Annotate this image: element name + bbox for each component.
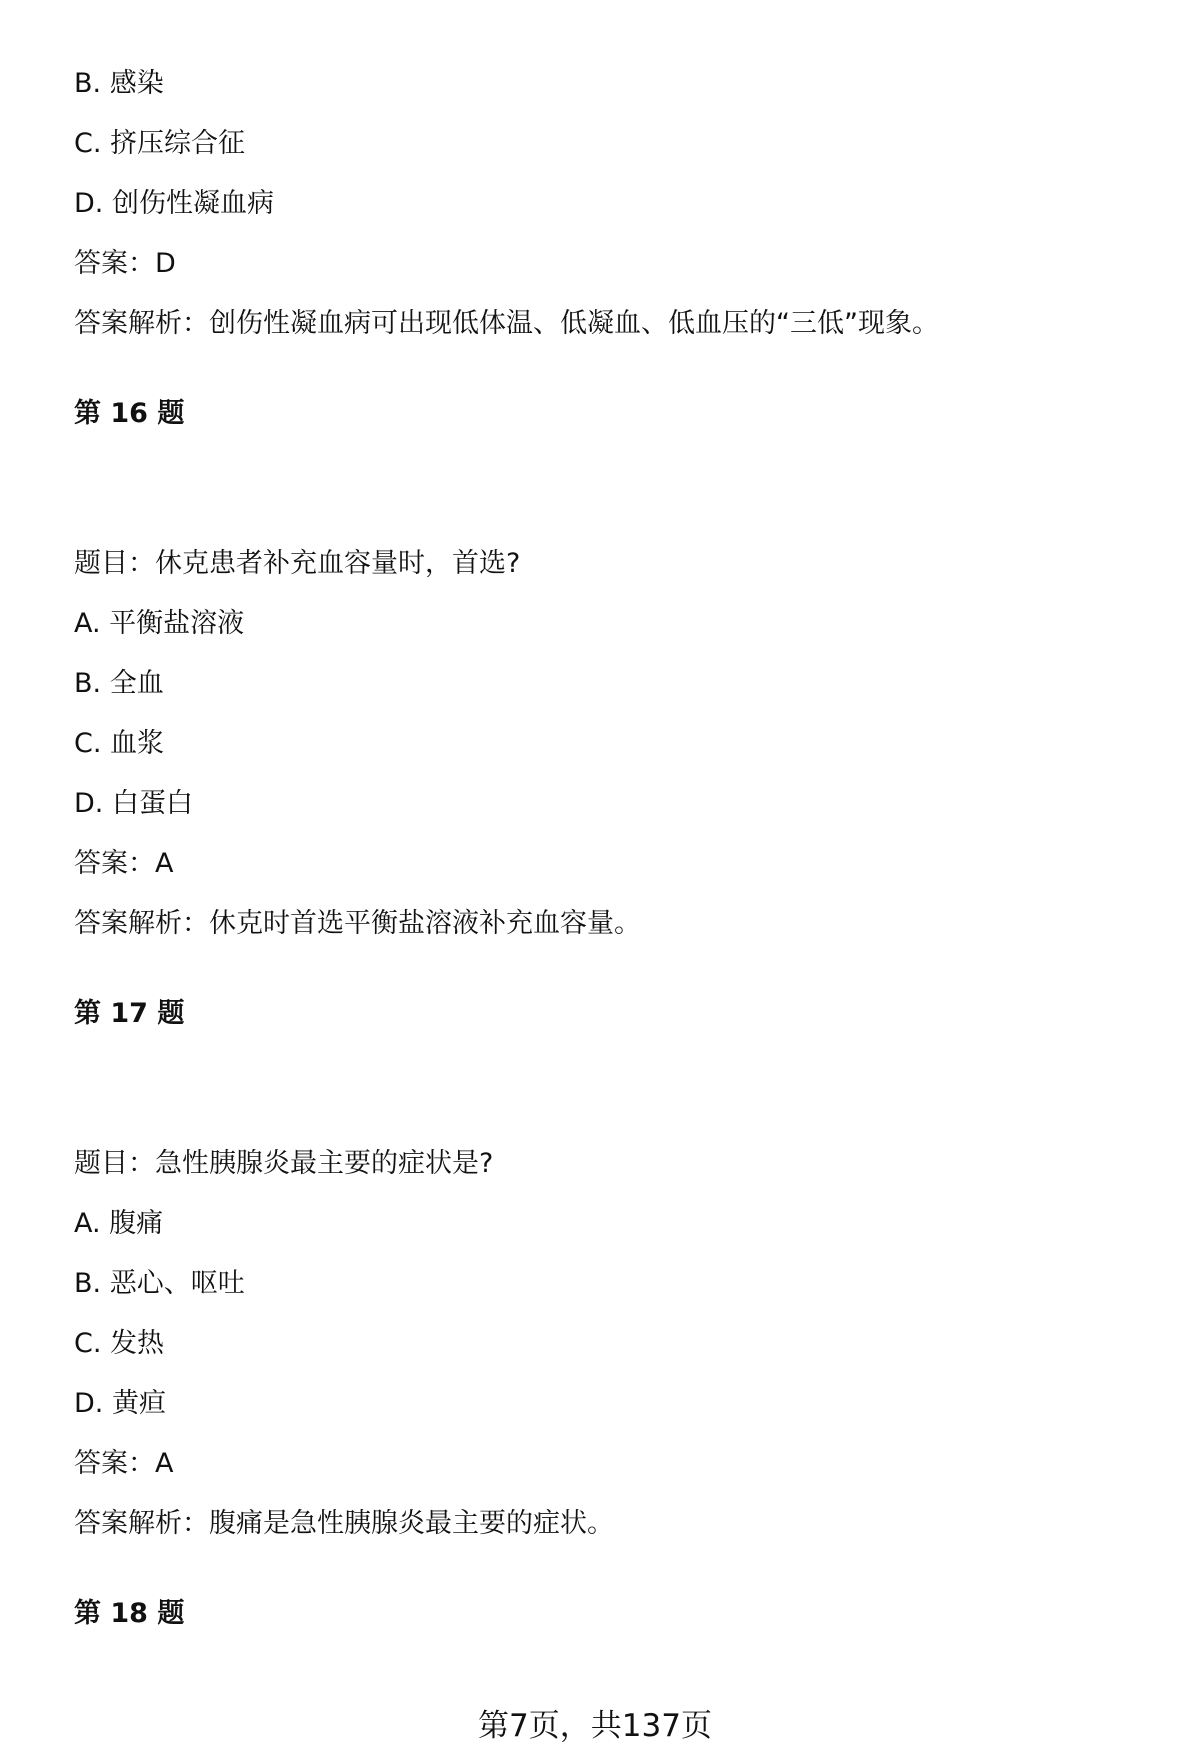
q15-option-d: D. 创伤性凝血病 bbox=[74, 188, 274, 219]
q17-explanation: 答案解析：腹痛是急性胰腺炎最主要的症状。 bbox=[74, 1508, 614, 1539]
q15-option-c: C. 挤压综合征 bbox=[74, 128, 246, 159]
q16-option-d: D. 白蛋白 bbox=[74, 788, 193, 819]
q16-option-b: B. 全血 bbox=[74, 668, 164, 699]
q17-heading: 第 17 题 bbox=[74, 998, 185, 1029]
q16-question: 题目：休克患者补充血容量时，首选? bbox=[74, 548, 521, 579]
q16-option-a: A. 平衡盐溶液 bbox=[74, 608, 245, 639]
q16-answer: 答案：A bbox=[74, 848, 174, 879]
q16-explanation: 答案解析：休克时首选平衡盐溶液补充血容量。 bbox=[74, 908, 641, 939]
page-number: 第7页，共137页 bbox=[478, 1708, 712, 1744]
q16-option-c: C. 血浆 bbox=[74, 728, 165, 759]
q15-option-b: B. 感染 bbox=[74, 68, 164, 99]
q17-option-a: A. 腹痛 bbox=[74, 1208, 164, 1239]
q17-question: 题目：急性胰腺炎最主要的症状是? bbox=[74, 1148, 494, 1179]
q17-option-c: C. 发热 bbox=[74, 1328, 165, 1359]
q17-option-b: B. 恶心、呕吐 bbox=[74, 1268, 245, 1299]
q18-heading: 第 18 题 bbox=[74, 1598, 185, 1629]
q15-answer: 答案：D bbox=[74, 248, 176, 279]
q15-explanation: 答案解析：创伤性凝血病可出现低体温、低凝血、低血压的“三低”现象。 bbox=[74, 308, 939, 339]
q16-heading: 第 16 题 bbox=[74, 398, 185, 429]
q17-answer: 答案：A bbox=[74, 1448, 174, 1479]
q17-option-d: D. 黄疸 bbox=[74, 1388, 166, 1419]
